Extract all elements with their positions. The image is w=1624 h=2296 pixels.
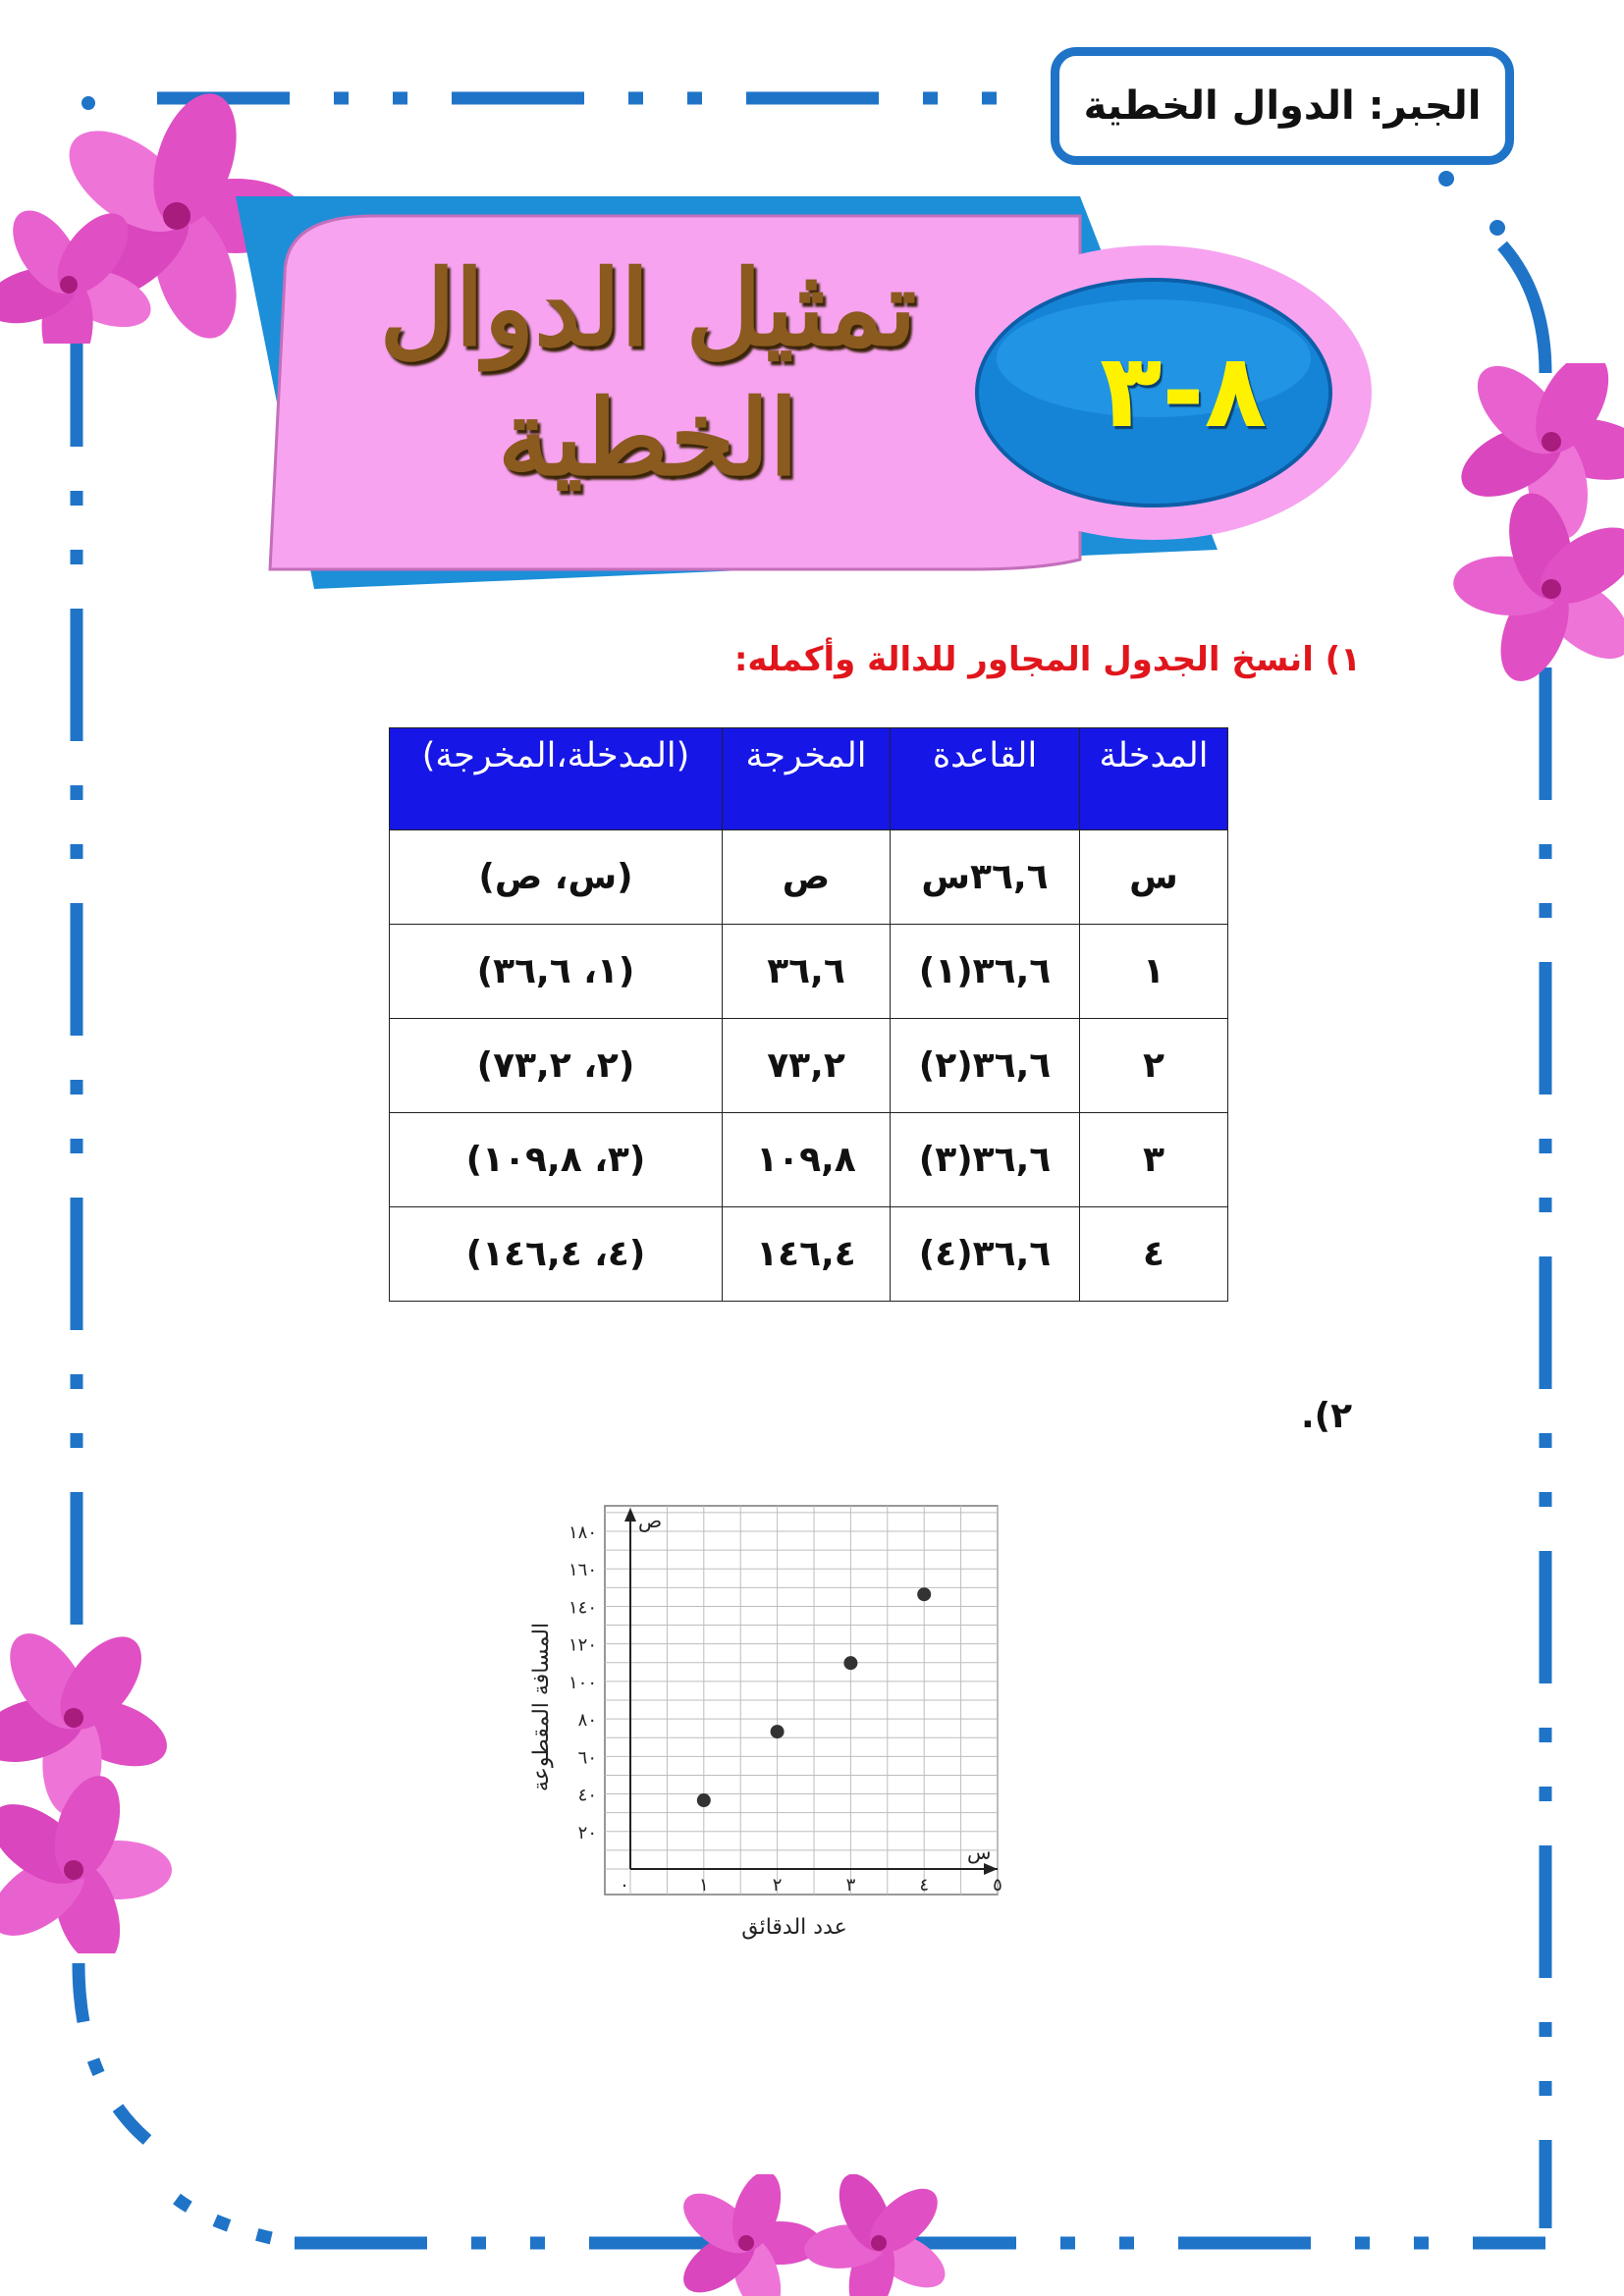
table-row xyxy=(390,1207,1228,1302)
table-cell: ٣٦,٦س xyxy=(891,830,1080,925)
flower-cluster-bottom xyxy=(668,2174,962,2296)
data-point xyxy=(843,1656,857,1670)
table-row xyxy=(390,1113,1228,1207)
table-cell: (س، ص) xyxy=(390,830,723,925)
table-cell: (٣، ١٠٩,٨) xyxy=(390,1113,723,1207)
y-tick-label: ١٦٠ xyxy=(568,1560,597,1581)
table-cell: ص xyxy=(723,830,891,925)
flower-cluster-right xyxy=(1453,363,1624,687)
table-cell: ٣٦,٦(٤) xyxy=(891,1207,1080,1302)
table-cell: ٣٦,٦(٢) xyxy=(891,1019,1080,1113)
table-header-cell: المخرجة xyxy=(723,728,891,830)
table-cell: ٣٦,٦(١) xyxy=(891,925,1080,1019)
y-axis-arrow xyxy=(624,1508,636,1522)
y-axis-label: المسافة المقطوعة xyxy=(529,1622,554,1792)
table-cell: (٢، ٧٣,٢) xyxy=(390,1019,723,1113)
table-cell: ٤ xyxy=(1080,1207,1228,1302)
table-header-cell: القاعدة xyxy=(891,728,1080,830)
flower-icon xyxy=(0,1629,176,1953)
table-cell: ٣٦,٦(٣) xyxy=(891,1113,1080,1207)
data-point xyxy=(917,1587,931,1601)
scatter-chart xyxy=(511,1492,1021,1953)
table-row xyxy=(390,1019,1228,1113)
y-tick-label: ٦٠ xyxy=(577,1747,597,1769)
table-header-cell: (المدخلة،المخرجة) xyxy=(390,728,723,830)
x-axis-letter: س xyxy=(967,1841,992,1864)
y-tick-label: ١٤٠ xyxy=(568,1597,597,1619)
flower-icon xyxy=(674,2174,954,2296)
table-cell: (٤، ١٤٦,٤) xyxy=(390,1207,723,1302)
function-table xyxy=(389,727,1228,1302)
x-tick-label: ٣ xyxy=(845,1875,856,1896)
x-tick-label: ١ xyxy=(698,1875,709,1896)
x-tick-label: ٢ xyxy=(772,1875,783,1896)
x-axis-arrow xyxy=(984,1863,998,1875)
table-cell: ٢ xyxy=(1080,1019,1228,1113)
data-point xyxy=(771,1725,785,1738)
y-axis-letter: ص xyxy=(638,1509,663,1532)
table-cell: ٧٣,٢ xyxy=(723,1019,891,1113)
lesson-number: ٨-٣ xyxy=(1099,331,1268,451)
table-cell: ٣ xyxy=(1080,1113,1228,1207)
origin-label: ٠ xyxy=(620,1875,629,1896)
flower-cluster-left xyxy=(0,1629,177,1953)
table-cell: (١، ٣٦,٦) xyxy=(390,925,723,1019)
table-cell: ١٠٩,٨ xyxy=(723,1113,891,1207)
y-tick-label: ٨٠ xyxy=(577,1710,597,1732)
x-tick-label: ٤ xyxy=(919,1875,930,1896)
unit-header-text: الجبر: الدوال الخطية xyxy=(1083,83,1482,129)
table-cell: ٣٦,٦ xyxy=(723,925,891,1019)
y-tick-label: ٢٠ xyxy=(577,1822,597,1843)
y-tick-label: ١٨٠ xyxy=(568,1522,597,1543)
lesson-title: تمثيل الدوال الخطية xyxy=(379,246,917,499)
y-tick-label: ١٢٠ xyxy=(568,1634,597,1656)
flower-icon xyxy=(1453,363,1624,687)
table-header-cell: المدخلة xyxy=(1080,728,1228,830)
table-row xyxy=(390,830,1228,925)
table-row xyxy=(390,925,1228,1019)
table-cell: ١٤٦,٤ xyxy=(723,1207,891,1302)
question-2-label: ٢). xyxy=(1301,1396,1353,1436)
table-header-row xyxy=(390,728,1228,830)
table-cell: س xyxy=(1080,830,1228,925)
question-1-prompt: ١) انسخ الجدول المجاور للدالة وأكمله: xyxy=(733,640,1361,679)
table-cell: ١ xyxy=(1080,925,1228,1019)
x-tick-label: ٥ xyxy=(993,1875,1002,1896)
y-tick-label: ٤٠ xyxy=(577,1785,597,1806)
unit-header xyxy=(1051,47,1514,165)
data-point xyxy=(697,1793,711,1807)
x-axis-label: عدد الدقائق xyxy=(741,1915,847,1940)
y-tick-label: ١٠٠ xyxy=(568,1672,597,1693)
